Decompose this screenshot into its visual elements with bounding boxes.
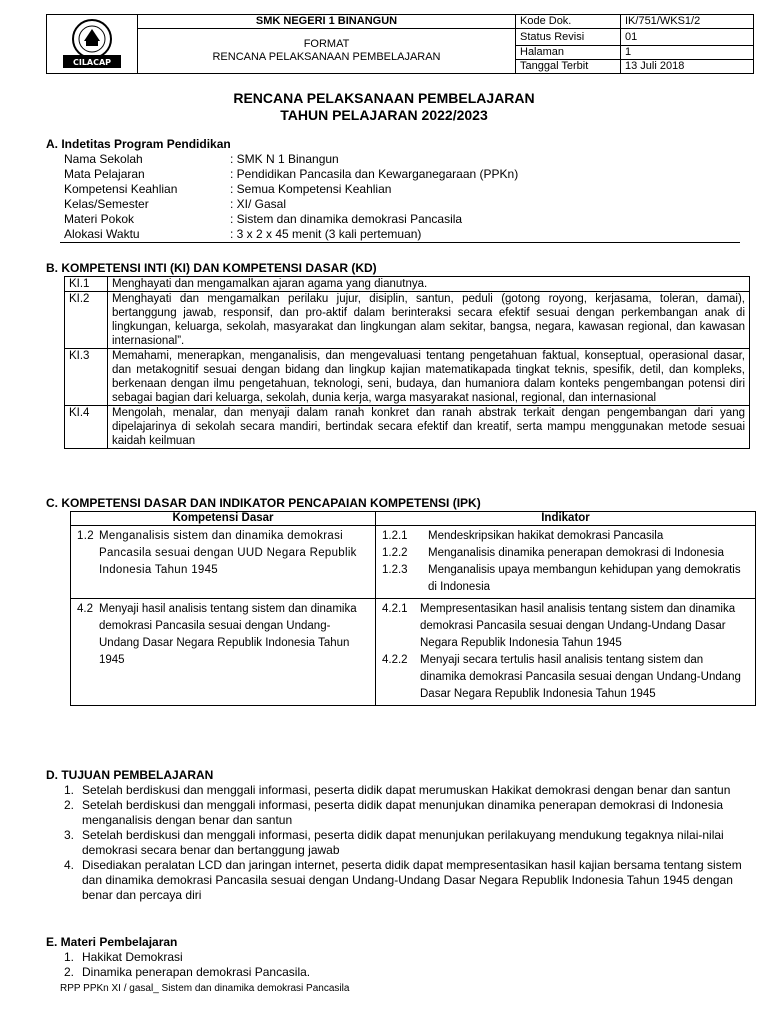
school-logo-icon: [53, 17, 131, 71]
identity-value: : Sistem dan dinamika demokrasi Pancasila: [230, 212, 463, 226]
document-title-line1: RENCANA PELAKSANAAN PEMBELAJARAN: [233, 90, 535, 106]
table-row: [71, 599, 756, 706]
kd-cell: [71, 526, 376, 599]
identity-label: Nama Sekolah: [64, 152, 143, 166]
indicator-number: 4.2.1: [382, 603, 408, 615]
table-row: [71, 526, 756, 599]
kd-table: [70, 511, 756, 706]
table-row: [65, 349, 750, 406]
identity-label: Kompetensi Keahlian: [64, 182, 178, 196]
indicator-item: [382, 545, 749, 562]
section-c-heading: C. KOMPETENSI DASAR DAN INDIKATOR PENCAPAIAN KOMPETENSI (IPK): [46, 496, 481, 510]
list-item-text: Setelah berdiskusi dan menggali informasi, peserta didik dapat menunjukan dinamika penerapan demokrasi di Indonesia menganalisis dengan benar dan santun: [82, 798, 724, 827]
ki-code: KI.2: [65, 292, 108, 349]
identity-row: [64, 197, 518, 212]
indicator-item: [382, 601, 749, 652]
list-item-number: 2.: [64, 965, 75, 979]
list-item: [64, 798, 744, 828]
format-cell: [138, 29, 516, 74]
identity-value: : SMK N 1 Binangun: [230, 152, 339, 166]
page-footer: RPP PPKn XI / gasal_ Sistem dan dinamika demokrasi Pancasila: [60, 983, 350, 994]
section-a-heading: A. Indetitas Program Pendidikan: [46, 137, 231, 151]
table-header-row: [71, 512, 756, 526]
ki-text: Memahami, menerapkan, menganalisis, dan mengevaluasi tentang pengetahuan faktual, konseptual, operasional dasar, dan metakognitif sesuai dengan bidang dan lingkup kajian matematikapada tingkat teknis, spesifik, detil, dan kompleks, berkenaan dengan ilmu pengetahuan, teknologi, seni, budaya, dan humaniora dalam konteks pengembangan potensi diri sebagai bagian dari keluarga, sekolah, dunia kerja, warga masyarakat nasional, regional, dan internasional: [108, 349, 750, 406]
list-item-number: 1.: [64, 950, 75, 964]
identity-value: : Semua Kompetensi Keahlian: [230, 182, 392, 196]
indicator-text: Menganalisis dinamika penerapan demokrasi di Indonesia: [428, 547, 724, 559]
indicator-text: Mempresentasikan hasil analisis tentang sistem dan dinamika demokrasi Pancasila sesuai dengan Undang-Undang Dasar Negara Republik Indonesia Tahun 1945: [420, 603, 736, 649]
identity-value: : Pendidikan Pancasila dan Kewarganegaraan (PPKn): [230, 167, 519, 181]
meta-key: Kode Dok.: [516, 15, 621, 29]
section-e-heading: E. Materi Pembelajaran: [46, 935, 178, 949]
identity-row: [64, 152, 518, 167]
ki-text: Mengolah, menalar, dan menyaji dalam ranah konkret dan ranah abstrak terkait dengan pengembangan dari yang dipelajarinya di sekolah secara mandiri, bertindak secara efektif dan kreatif, serta mampu menggunakan metode sesuai kaidah keilmuan: [108, 406, 750, 449]
identity-value: : XI/ Gasal: [230, 197, 287, 211]
list-item-number: 3.: [64, 828, 75, 842]
kd-entry: [77, 528, 369, 579]
format-title: RENCANA PELAKSANAAN PEMBELAJARAN: [212, 51, 441, 63]
kd-number: 1.2: [77, 530, 94, 542]
section-d-heading: D. TUJUAN PEMBELAJARAN: [46, 768, 214, 782]
list-item-text: Setelah berdiskusi dan menggali informasi, peserta didik dapat merumuskan Hakikat demokrasi dengan benar dan santun: [82, 783, 731, 797]
column-header-indicator: Indikator: [376, 512, 756, 526]
ki-text: Menghayati dan mengamalkan ajaran agama yang dianutnya.: [108, 277, 750, 292]
school-name: SMK NEGERI 1 BINANGUN: [138, 15, 516, 29]
list-item: [64, 950, 744, 965]
meta-key: Halaman: [516, 46, 621, 60]
identity-row: [64, 212, 518, 227]
indicator-text: Mendeskripsikan hakikat demokrasi Pancasila: [428, 530, 664, 542]
document-header-table: [46, 14, 754, 74]
ki-code: KI.4: [65, 406, 108, 449]
list-item-text: Setelah berdiskusi dan menggali informasi, peserta didik dapat menunjukan perilakuyang mendukung tegaknya nilai-nilai demokrasi secara benar dan bertanggung jawab: [82, 828, 724, 857]
section-b-heading: B. KOMPETENSI INTI (KI) DAN KOMPETENSI DASAR (KD): [46, 261, 377, 275]
list-item-number: 2.: [64, 798, 75, 812]
indicator-item: [382, 652, 749, 703]
meta-key: Tanggal Terbit: [516, 60, 621, 74]
identity-row: [64, 227, 518, 242]
divider: [60, 242, 740, 243]
identity-row: [64, 182, 518, 197]
column-header-kd: Kompetensi Dasar: [71, 512, 376, 526]
format-label: FORMAT: [303, 38, 350, 50]
indicator-number: 1.2.1: [382, 530, 408, 542]
indicator-cell: [376, 599, 756, 706]
indicator-item: [382, 562, 749, 596]
list-item-number: 4.: [64, 858, 75, 872]
kd-text: Menganalisis sistem dan dinamika demokrasi Pancasila sesuai dengan UUD Negara Republik Indonesia Tahun 1945: [99, 530, 357, 576]
list-item: [64, 828, 744, 858]
identity-label: Materi Pokok: [64, 212, 135, 226]
identity-value: : 3 x 2 x 45 menit (3 kali pertemuan): [230, 227, 422, 241]
identity-table: [64, 152, 518, 242]
table-row: [65, 277, 750, 292]
ki-table: [64, 276, 750, 449]
identity-label: Alokasi Waktu: [64, 227, 140, 241]
materials-list: [64, 950, 744, 980]
meta-value: 01: [621, 29, 754, 46]
indicator-cell: [376, 526, 756, 599]
school-logo: [47, 15, 138, 74]
list-item-text: Disediakan peralatan LCD dan jaringan internet, peserta didik dapat mempresentasikan hasil kajian bersama tentang sistem dan dinamika demokrasi Pancasila sesuai dengan Undang-Undang Dasar Negara Republik Indonesia Tahun 1945 dengan benar dan percaya diri: [82, 858, 742, 902]
objectives-list: [64, 783, 744, 903]
indicator-number: 1.2.3: [382, 564, 408, 576]
list-item: [64, 858, 744, 903]
list-item-text: Hakikat Demokrasi: [82, 950, 183, 964]
list-item-text: Dinamika penerapan demokrasi Pancasila.: [82, 965, 311, 979]
ki-code: KI.1: [65, 277, 108, 292]
kd-entry: [77, 601, 369, 669]
list-item: [64, 783, 744, 798]
kd-text: Menyaji hasil analisis tentang sistem dan dinamika demokrasi Pancasila sesuai dengan Undang-Undang Dasar Negara Republik Indonesia Tahun 1945: [99, 603, 357, 666]
indicator-number: 4.2.2: [382, 654, 408, 666]
identity-label: Mata Pelajaran: [64, 167, 145, 181]
indicator-text: Menyaji secara tertulis hasil analisis tentang sistem dan dinamika demokrasi Pancasila sesuai dengan Undang-Undang Dasar Negara Republik Indonesia Tahun 1945: [420, 654, 741, 700]
ki-text: Menghayati dan mengamalkan perilaku jujur, disiplin, santun, peduli (gotong royong, kerjasama, toleran, damai), bertanggung jawab, responsif, dan pro-aktif dalam berinteraksi secara efektif sesuai dengan perkembangan anak di lingkungan, keluarga, sekolah, masyarakat dan lingkungan alam sekitar, bangsa, negara, kawasan regional, dan kawasan internasional”.: [108, 292, 750, 349]
indicator-item: [382, 528, 749, 545]
identity-label: Kelas/Semester: [64, 197, 149, 211]
meta-value: IK/751/WKS1/2: [621, 15, 754, 29]
kd-cell: [71, 599, 376, 706]
document-title-line2: TAHUN PELAJARAN 2022/2023: [280, 107, 488, 123]
indicator-text: Menganalisis upaya membangun kehidupan yang demokratis di Indonesia: [428, 564, 741, 593]
indicator-number: 1.2.2: [382, 547, 408, 559]
kd-number: 4.2: [77, 603, 93, 615]
ki-code: KI.3: [65, 349, 108, 406]
identity-row: [64, 167, 518, 182]
meta-key: Status Revisi: [516, 29, 621, 46]
meta-value: 13 Juli 2018: [621, 60, 754, 74]
list-item: [64, 965, 744, 980]
table-row: [65, 406, 750, 449]
table-row: [65, 292, 750, 349]
list-item-number: 1.: [64, 783, 75, 797]
svg-text:CILACAP: CILACAP: [72, 58, 112, 67]
meta-value: 1: [621, 46, 754, 60]
